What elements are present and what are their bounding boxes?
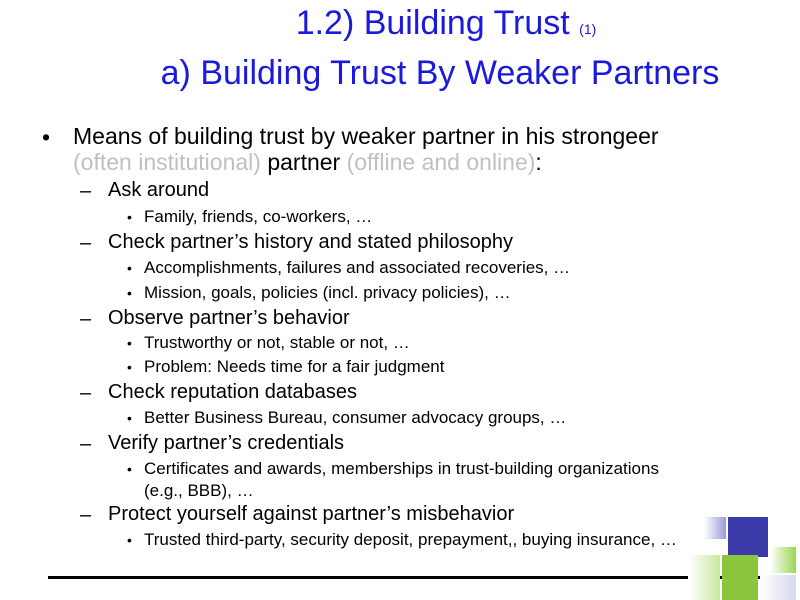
dash-icon: – [80, 504, 92, 526]
dash-icon: – [80, 433, 92, 455]
deco-square [704, 517, 726, 539]
item-label: Observe partner’s behavior [108, 307, 350, 329]
bullet-icon: • [127, 410, 132, 426]
main-bullet-line1: Means of building trust by weaker partner in his strongeer [73, 123, 659, 149]
dash-icon: – [80, 180, 92, 202]
sub-item: Better Business Bureau, consumer advocacy groups, … [144, 408, 567, 427]
bullet-icon: • [127, 532, 132, 548]
title-text: 1.2) Building Trust [295, 4, 570, 42]
deco-square [760, 575, 796, 600]
sub-item: Family, friends, co-workers, … [144, 207, 373, 226]
item-label: Check reputation databases [108, 381, 358, 403]
sub-item: Certificates and awards, memberships in trust-building organizations [144, 459, 659, 478]
dash-icon: – [80, 308, 92, 330]
grey-note: (offline and online) [346, 149, 536, 175]
bullet-icon: • [127, 260, 132, 276]
slide-title-line2: a) Building Trust By Weaker Partners [160, 54, 720, 92]
bullet-icon: • [127, 461, 132, 477]
grey-note: (often institutional) [73, 149, 261, 175]
item-label: Verify partner’s credentials [108, 432, 345, 454]
slide-title-line1 [46, 4, 800, 43]
main-bullet-text: : [535, 149, 542, 175]
bullet-icon: • [127, 285, 132, 301]
item-label: Protect yourself against partner’s misbehavior [108, 503, 515, 525]
item-label: Check partner’s history and stated philosophy [108, 231, 514, 253]
sub-item: Trusted third-party, security deposit, prepayment,, buying insurance, … [144, 530, 677, 549]
sub-item: Mission, goals, policies (incl. privacy policies), … [144, 283, 511, 302]
dash-icon: – [80, 382, 92, 404]
main-bullet-line2 [73, 151, 542, 174]
item-label: Ask around [108, 179, 210, 201]
sub-item-continuation: (e.g., BBB), … [144, 481, 254, 500]
deco-square [722, 555, 758, 600]
deco-square [688, 555, 720, 600]
main-bullet-text: partner [260, 149, 347, 175]
dash-icon: – [80, 232, 92, 254]
bullet-icon: • [127, 335, 132, 351]
sub-item: Accomplishments, failures and associated recoveries, … [144, 258, 571, 277]
sub-item: Problem: Needs time for a fair judgment [144, 357, 445, 376]
deco-square [728, 517, 768, 557]
title-part-number: (1) [579, 21, 597, 37]
bullet-icon: • [127, 359, 132, 375]
bullet-icon: • [127, 209, 132, 225]
sub-item: Trustworthy or not, stable or not, … [144, 333, 410, 352]
footer-divider [48, 576, 765, 579]
bullet-icon: • [42, 124, 51, 150]
deco-square [770, 547, 796, 573]
